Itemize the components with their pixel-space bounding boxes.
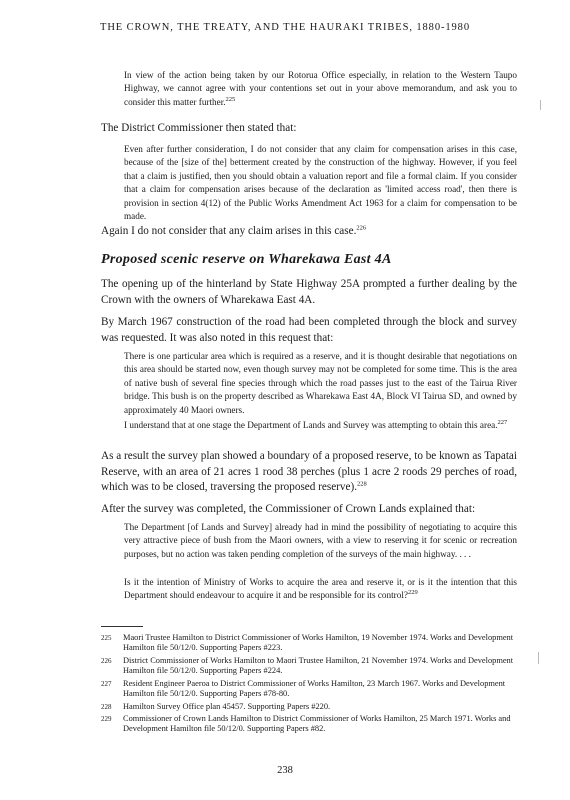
footnote-divider [101,626,143,627]
block-quote: The Department [of Lands and Survey] already had in mind the possibility of negotiating to acquire this very attractive piece of bush from the Maori owners, with a view to reserving it for scenic or recreation purposes, but no action was taken pending completion of the surveys of the main highway. . . . [124,522,517,559]
quote-text: Is it the intention of Ministry of Works to acquire the area and reserve it, or is it the intention that this Department should endeavour to acquire it and be responsible for its control? [124,577,517,601]
body-paragraph: By March 1967 construction of the road had been completed through the block and survey was requested. It was also noted in this request that: [101,316,517,344]
page-number: 238 [277,765,293,776]
body-paragraph: After the survey was completed, the Commissioner of Crown Lands explained that: [101,503,476,515]
block-quote [124,576,517,603]
running-header: THE CROWN, THE TREATY, AND THE HAURAKI TRIBES, 1880-1980 [100,22,470,33]
scan-mark [538,652,539,664]
footnote-number: 227 [101,680,112,688]
footnote-number: 226 [101,657,112,665]
quote-text: I understand that at one stage the Department of Lands and Survey was attempting to obtain this area. [124,420,498,430]
quote-text: In view of the action being taken by our Rotorua Office especially, in relation to the Western Taupo Highway, we cannot agree with your contentions set out in your above memorandum, and ask you to consider this matter further. [124,70,517,107]
footnote-text: District Commissioner of Works Hamilton to Maori Trustee Hamilton, 21 November 1974. Works and Development Hamilton file 50/12/0. Supporting Papers #224. [123,656,514,676]
footnote-text: Maori Trustee Hamilton to District Commissioner of Works Hamilton, 19 November 1974. Works and Development Hamilton file 50/12/0. Supporting Papers #223. [123,633,514,653]
footnote-ref[interactable]: 225 [225,95,236,103]
footnote-ref[interactable]: 226 [356,224,367,232]
block-quote [124,419,517,432]
footnote-text: Commissioner of Crown Lands Hamilton to District Commissioner of Works Hamilton, 25 March 1971. Works and Development Hamilton file 50/12/0. Supporting Papers #82. [123,714,511,734]
footnote-ref[interactable]: 229 [407,589,418,597]
body-paragraph: The District Commissioner then stated that: [101,122,297,134]
footnote-ref[interactable]: 228 [357,480,367,488]
block-quote [124,69,517,109]
body-paragraph [101,224,517,240]
footnote-number: 225 [101,634,112,642]
paragraph-text: Again I do not consider that any claim arises in this case. [101,225,357,237]
block-quote: There is one particular area which is required as a reserve, and it is thought desirable that negotiations on this area should be started now, even though survey may not be completed for some time. This is the area of native bush of several fine species through which the road passes just to the east of the Tairua River bridge. This bush is on the property described as Wharekawa East 4A, Block VI Tairua SD, and owned by approximately 40 Maori owners. [124,351,517,415]
section-heading: Proposed scenic reserve on Wharekawa East 4A [101,252,392,267]
footnote-text: Resident Engineer Paeroa to District Commissioner of Works Hamilton, 23 March 1967. Works and Development Hamilton file 50/12/0. Supporting Papers #78-80. [123,679,506,699]
footnote-text: Hamilton Survey Office plan 45457. Supporting Papers #220. [123,702,331,711]
footnote-ref[interactable]: 227 [497,418,508,426]
body-paragraph [101,449,517,496]
paragraph-text: As a result the survey plan showed a boundary of a proposed reserve, to be known as Tapatai Reserve, with an area of 21 acres 1 rood 38 perches (plus 1 acre 2 roods 29 perches of road, which was to be closed, traversing the proposed reserve). [101,450,517,494]
footnote-number: 228 [101,703,112,711]
footnote-number: 229 [101,715,112,723]
block-quote: Even after further consideration, I do not consider that any claim for compensation arises in this case, because of the [size of the] betterment created by the construction of the highway. However, if you feel that a claim is justified, then you should obtain a valuation report and file a formal claim. If you consider that a claim for compensation arises because of the declaration as 'limited access road', then there is provision in section 4(12) of the Public Works Amendment Act 1963 for a claim for compensation to be made. [124,144,517,222]
scan-mark [540,100,541,110]
body-paragraph: The opening up of the hinterland by State Highway 25A prompted a further dealing by the Crown with the owners of Wharekawa East 4A. [101,278,517,306]
